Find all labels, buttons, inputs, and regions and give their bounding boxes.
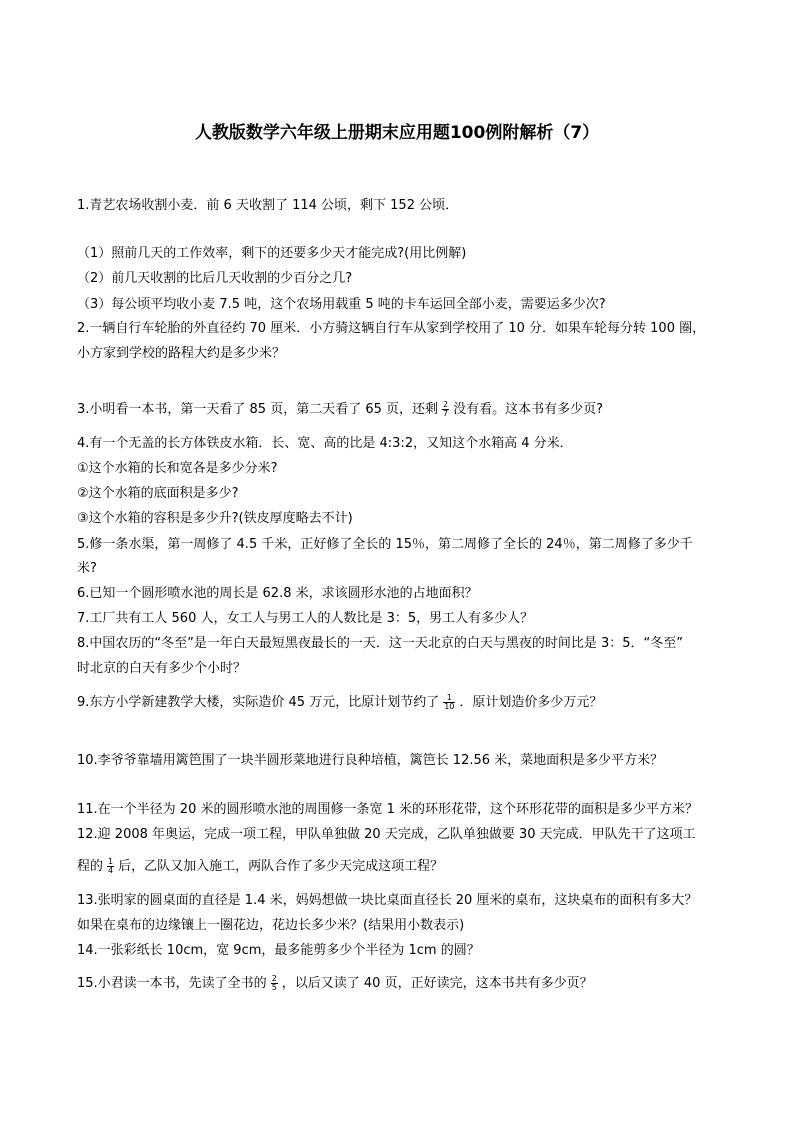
question-1-part-1: （1）照前几天的工作效率，剩下的还要多少天才能完成?(用比例解) bbox=[77, 246, 467, 261]
question-12-text-end: 后，乙队又加入施工，两队合作了多少天完成这项工程？ bbox=[118, 859, 444, 874]
fraction-denominator: 5 bbox=[271, 983, 277, 992]
question-13-line-2: 如果在桌布的边缘镶上一圈花边，花边长多少米？(结果用小数表示) bbox=[77, 918, 465, 933]
question-4-part-3: ③这个水箱的容积是多少升?(铁皮厚度略去不计) bbox=[77, 511, 353, 526]
question-8-line-1: 8.中国农历的“冬至”是一年白天最短黑夜最长的一天．这一天北京的白天与黑夜的时间比是 3：5．“冬至” bbox=[77, 636, 684, 651]
question-1-part-3: （3）每公顷平均收小麦 7.5 吨，这个农场用载重 5 吨的卡车运回全部小麦，需要运多少次? bbox=[77, 297, 606, 312]
question-11: 11.在一个半径为 20 米的圆形喷水池的周围修一条宽 1 米的环形花带，这个环形花带的面积是多少平方米？ bbox=[77, 802, 699, 817]
page-title: 人教版数学六年级上册期末应用题100例附解析（7） bbox=[194, 123, 600, 143]
fraction bbox=[442, 401, 449, 418]
question-9-text-end: ．原计划造价多少万元？ bbox=[459, 695, 603, 710]
question-12-line-2 bbox=[77, 858, 443, 876]
question-14: 14.一张彩纸长 10cm，宽 9cm，最多能剪多少个半径为 1cm 的圆？ bbox=[77, 943, 480, 958]
question-9 bbox=[77, 694, 602, 712]
question-3-text-end: 没有看。这本书有多少页? bbox=[453, 402, 604, 417]
question-8-line-2: 时北京的白天有多少个小时？ bbox=[77, 661, 247, 676]
question-10: 10.李爷爷靠墙用篱笆围了一块半圆形菜地进行良种培植，篱笆长 12.56 米，菜地面积是多少平方米？ bbox=[77, 753, 664, 768]
fraction-numerator: 1 bbox=[443, 694, 455, 703]
fraction bbox=[107, 858, 114, 875]
fraction-denominator: 4 bbox=[108, 866, 114, 875]
question-3-text: 3.小明看一本书，第一天看了 85 页，第二天看了 65 页，还剩 bbox=[77, 402, 439, 417]
question-15 bbox=[77, 975, 593, 993]
question-7: 7.工厂共有工人 560 人，女工人与男工人的人数比是 3：5，男工人有多少人？ bbox=[77, 611, 534, 626]
question-5-line-1: 5.修一条水渠，第一周修了 4.5 千米，正好修了全长的 15％，第二周修了全长的 24％，第二周修了多少千 bbox=[77, 537, 693, 552]
question-13-line-1: 13.张明家的圆桌面的直径是 1.4 米，妈妈想做一块比桌面直径长 20 厘米的桌布，这块桌布的面积有多大？ bbox=[77, 893, 698, 908]
question-12-line-1: 12.迎 2008 年奥运，完成一项工程，甲队单独做 20 天完成，乙队单独做要 30 天完成．甲队先干了这项工 bbox=[77, 827, 696, 842]
question-5-line-2: 米? bbox=[77, 561, 97, 576]
fraction bbox=[443, 694, 455, 711]
fraction bbox=[271, 975, 278, 992]
question-1: 1.青艺农场收割小麦．前 6 天收割了 114 公顷，剩下 152 公顷． bbox=[77, 198, 459, 213]
fraction-numerator: 2 bbox=[271, 974, 277, 983]
fraction-numerator: 2 bbox=[443, 400, 449, 409]
question-2-line-2: 小方家到学校的路程大约是多少米？ bbox=[77, 346, 286, 361]
question-1-part-2: （2）前几天收割的比后几天收割的少百分之几? bbox=[77, 271, 353, 286]
fraction-denominator: 10 bbox=[444, 702, 455, 711]
question-3 bbox=[77, 401, 603, 419]
question-4: 4.有一个无盖的长方体铁皮水箱．长、宽、高的比是 4:3:2，又知这个水箱高 4 分米． bbox=[77, 436, 573, 451]
question-6: 6.已知一个圆形喷水池的周长是 62.8 米，求该圆形水池的占地面积？ bbox=[77, 586, 478, 601]
fraction-denominator: 7 bbox=[443, 409, 449, 418]
question-4-part-1: ①这个水箱的长和宽各是多少分米? bbox=[77, 461, 278, 476]
question-4-part-2: ②这个水箱的底面积是多少? bbox=[77, 486, 239, 501]
question-12-text: 程的 bbox=[77, 859, 104, 874]
question-2-line-1: 2.一辆自行车轮胎的外直径约 70 厘米．小方骑这辆自行车从家到学校用了 10 分．如果车轮每分转 100 圈， bbox=[77, 321, 706, 336]
question-15-text: 15.小君读一本书，先读了全书的 bbox=[77, 976, 267, 991]
question-15-text-end: ，以后又读了 40 页，正好读完，这本书共有多少页？ bbox=[281, 976, 593, 991]
question-9-text: 9.东方小学新建教学大楼，实际造价 45 万元，比原计划节约了 bbox=[77, 695, 440, 710]
fraction-numerator: 1 bbox=[108, 857, 114, 866]
